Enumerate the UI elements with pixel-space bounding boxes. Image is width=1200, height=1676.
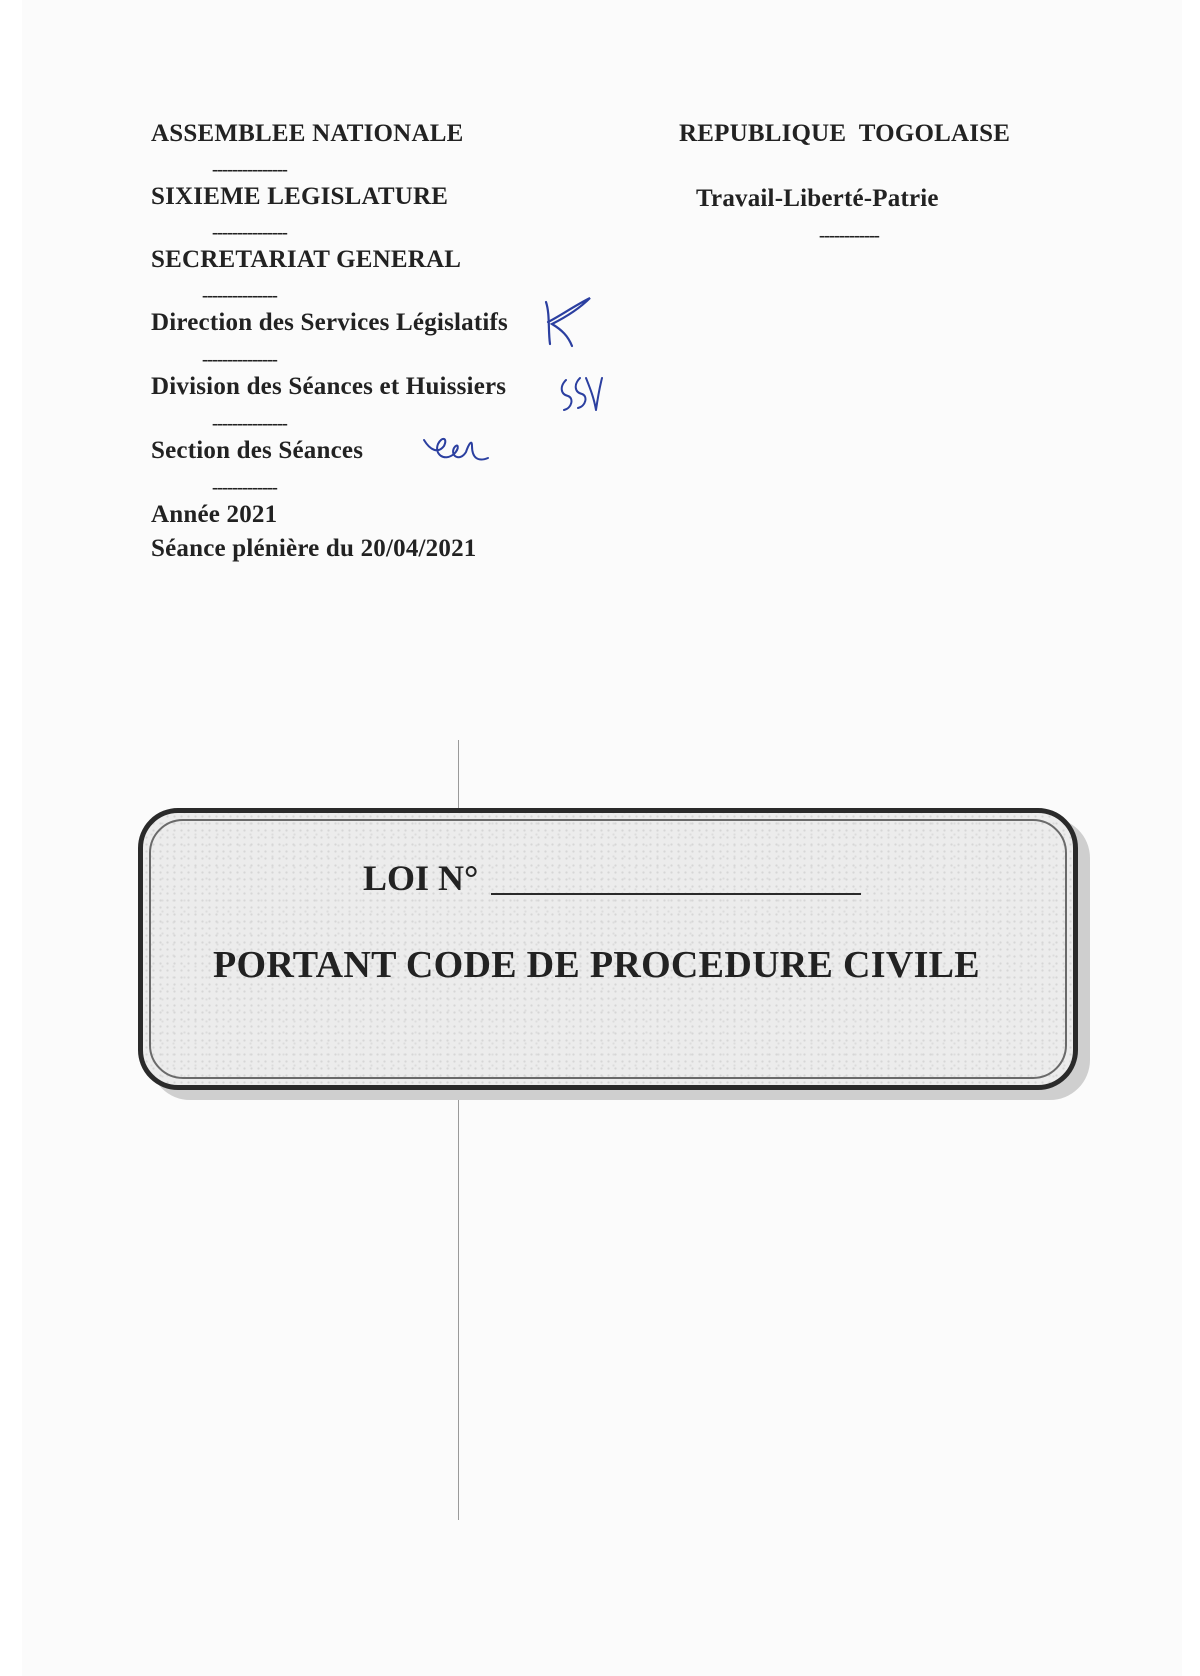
secretariat-name: SECRETARIAT GENERAL [151,246,462,273]
separator: --------------- [212,159,287,179]
title-box [138,808,1078,1090]
direction-name: Direction des Services Législatifs [151,309,508,336]
document-page [22,0,1182,1676]
separator: ------------ [819,225,879,245]
law-number-blank-line [491,893,861,895]
year: Année 2021 [151,501,278,528]
national-motto: Travail-Liberté-Patrie [696,185,939,212]
law-number-label: LOI N° [363,858,479,898]
separator: ------------- [212,477,277,497]
section-name: Section des Séances [151,437,364,464]
separator: --------------- [212,222,287,242]
separator: --------------- [212,413,287,433]
legislature-name: SIXIEME LEGISLATURE [151,183,449,210]
handwritten-initial-signature [556,374,604,416]
handwritten-initial-signature [420,432,492,472]
separator: --------------- [202,349,277,369]
law-title: PORTANT CODE DE PROCEDURE CIVILE [213,944,980,986]
separator: --------------- [202,285,277,305]
session-date: Séance plénière du 20/04/2021 [151,535,477,562]
institution-name: ASSEMBLEE NATIONALE [151,120,464,147]
country-name: REPUBLIQUE TOGOLAISE [679,120,1011,147]
handwritten-initial-signature [538,292,598,352]
division-name: Division des Séances et Huissiers [151,373,507,400]
